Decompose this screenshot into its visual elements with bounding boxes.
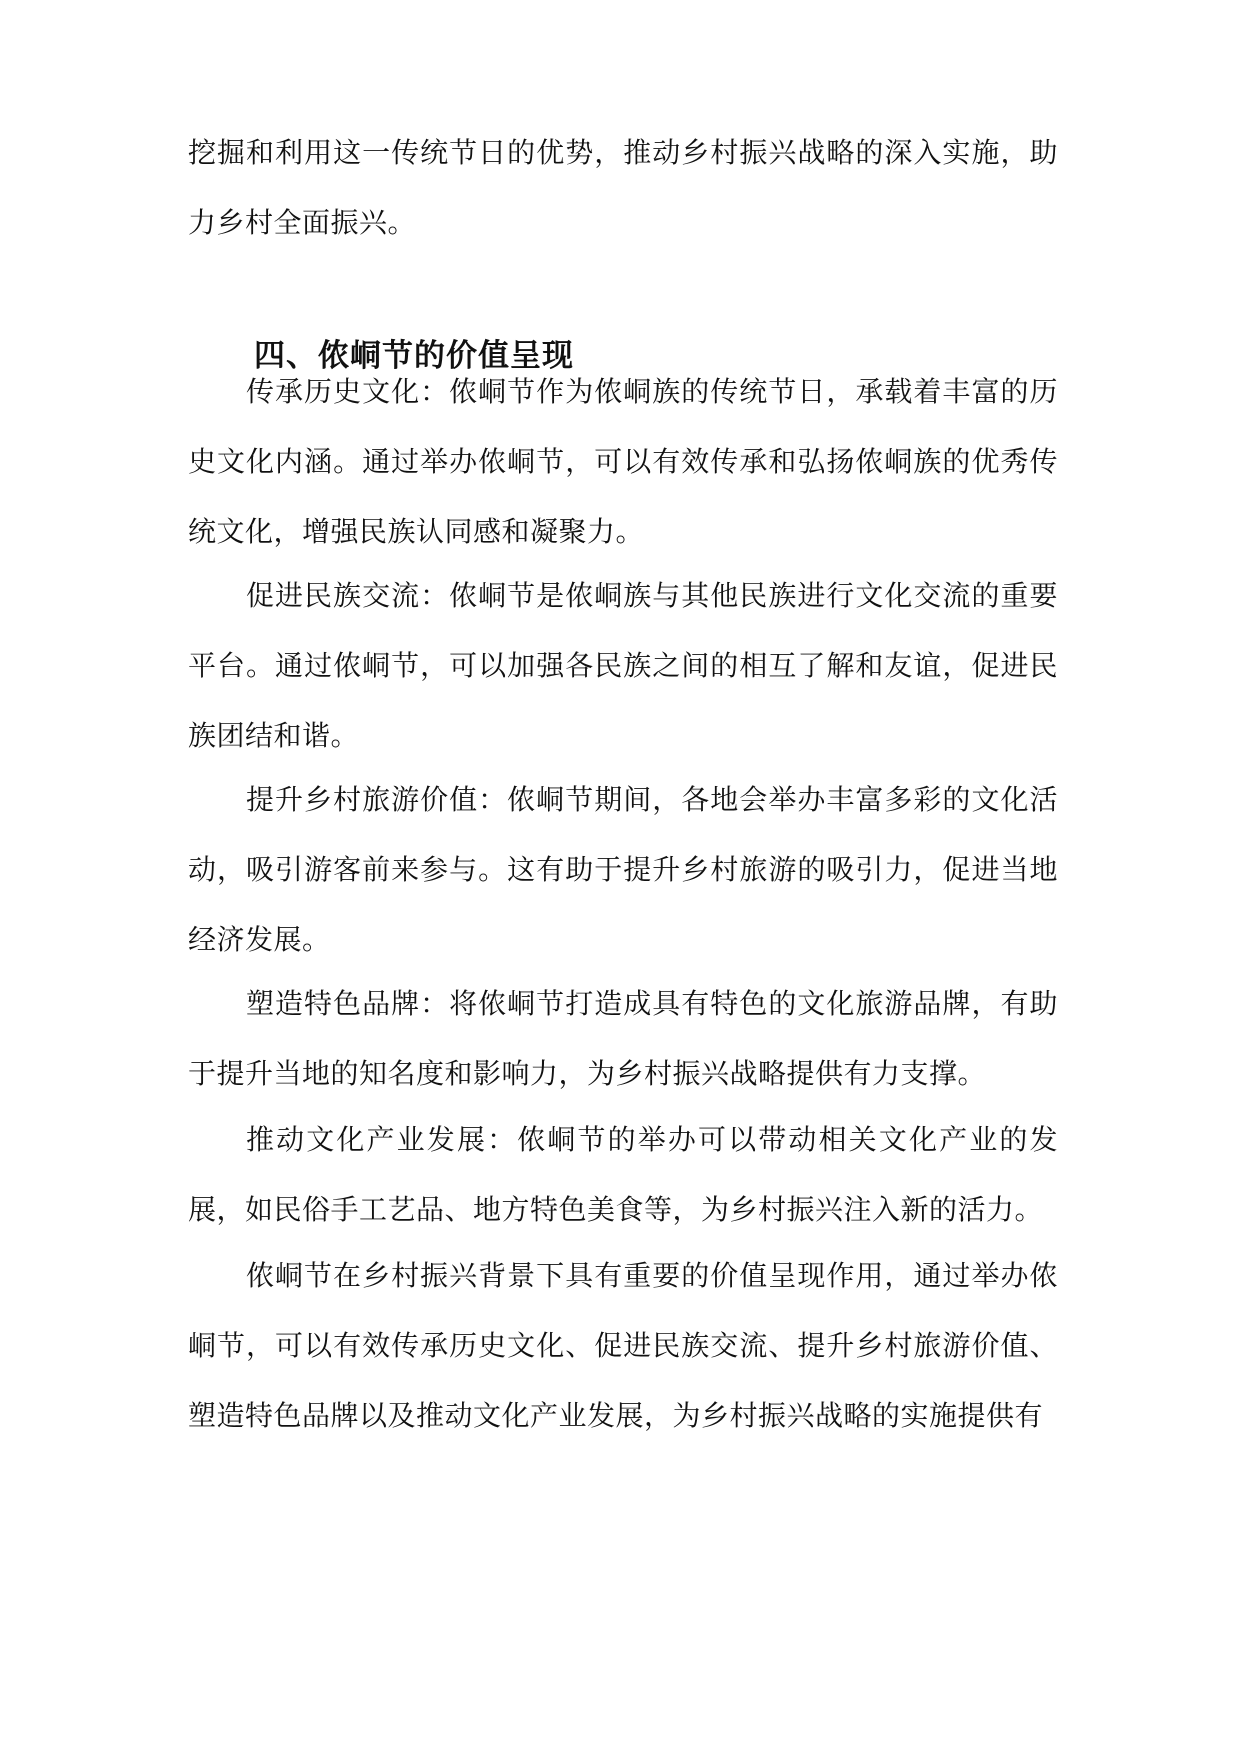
paragraph-ethnic-exchange: 促进民族交流：侬峒节是侬峒族与其他民族进行文化交流的重要平台。通过侬峒节，可以加强各民族之间的相互了解和友谊，促进民族团结和谐。 [188, 579, 1058, 752]
paragraph-cultural-industry: 推动文化产业发展：侬峒节的举办可以带动相关文化产业的发展，如民俗手工艺品、地方特色美食等，为乡村振兴注入新的活力。 [188, 1123, 1058, 1226]
paragraph-heritage: 传承历史文化：侬峒节作为侬峒族的传统节日，承载着丰富的历史文化内涵。通过举办侬峒节，可以有效传承和弘扬侬峒族的优秀传统文化，增强民族认同感和凝聚力。 [188, 375, 1058, 548]
continuation-paragraph: 挖掘和利用这一传统节日的优势，推动乡村振兴战略的深入实施，助力乡村全面振兴。 [188, 136, 1058, 239]
paragraph-summary: 侬峒节在乡村振兴背景下具有重要的价值呈现作用，通过举办侬峒节，可以有效传承历史文化、促进民族交流、提升乡村旅游价值、塑造特色品牌以及推动文化产业发展，为乡村振兴战略的实施提供有 [188, 1259, 1058, 1432]
paragraph-brand: 塑造特色品牌：将侬峒节打造成具有特色的文化旅游品牌，有助于提升当地的知名度和影响力，为乡村振兴战略提供有力支撑。 [188, 987, 1058, 1090]
paragraph-rural-tourism: 提升乡村旅游价值：侬峒节期间，各地会举办丰富多彩的文化活动，吸引游客前来参与。这有助于提升乡村旅游的吸引力，促进当地经济发展。 [188, 783, 1058, 956]
section-heading: 四、侬峒节的价值呈现 [254, 338, 574, 374]
